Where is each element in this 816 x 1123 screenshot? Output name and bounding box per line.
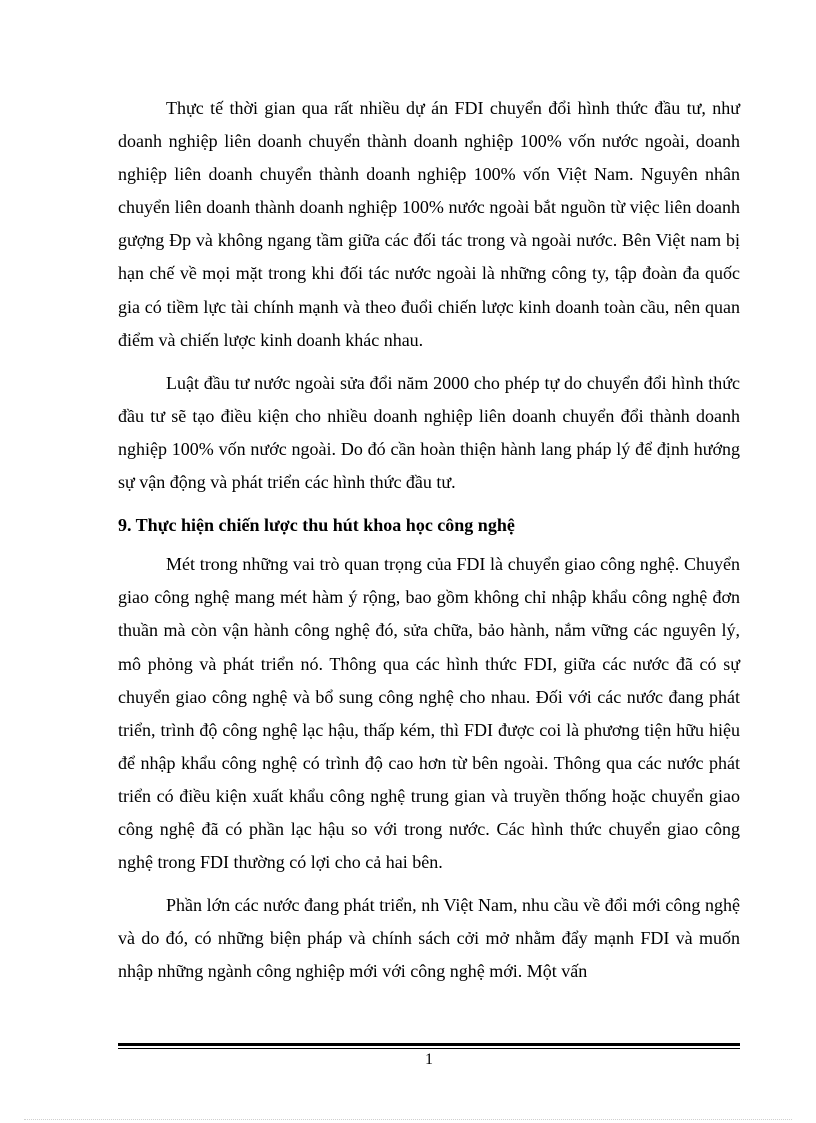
document-body [118,92,740,998]
paragraph-developing-countries: Phần lớn các nước đang phát triển, nh Việt Nam, nhu cầu về đổi mới công nghệ và do đó, có những biện pháp và chính sách cởi mở nhằm đẩy mạnh FDI và muốn nhập những ngành công nghiệp mới với công nghệ mới. Một vấn [118,895,740,982]
page-bottom-border [24,1119,792,1120]
page-number: 1 [425,1051,433,1068]
paragraph-investment-law: Luật đầu tư nước ngoài sửa đổi năm 2000 cho phép tự do chuyển đổi hình thức đầu tư sẽ tạo điều kiện cho nhiều doanh nghiệp liên doanh chuyển đổi thành doanh nghiệp 100% vốn nước ngoài. Do đó cần hoàn thiện hành lang pháp lý để định hướng sự vận động và phát triển các hình thức đầu tư. [118,372,740,493]
footer-rule-thick [118,1043,740,1046]
footer-rule-thin [118,1048,740,1049]
section-heading: 9. Thực hiện chiến lược thu hút khoa học công nghệ [118,515,515,536]
paragraph-fdi-conversion: Thực tế thời gian qua rất nhiều dự án FDI chuyển đổi hình thức đầu tư, như doanh nghiệp liên doanh chuyển thành doanh nghiệp 100% vốn nước ngoài, doanh nghiệp liên doanh chuyển thành doanh nghiệp 100% vốn Việt Nam. Nguyên nhân chuyển liên doanh thành doanh nghiệp 100% nước ngoài bắt nguồn từ việc liên doanh gượng Ðp và không ngang tầm giữa các đối tác trong và ngoài nước. Bên Việt nam bị hạn chế về mọi mặt trong khi đối tác nước ngoài là những công ty, tập đoàn đa quốc gia có tiềm lực tài chính mạnh và theo đuổi chiến lược kinh doanh toàn cầu, nên quan điểm và chiến lược kinh doanh khác nhau. [118,98,740,350]
paragraph-technology-transfer: Mét trong những vai trò quan trọng của FDI là chuyển giao công nghệ. Chuyển giao công nghệ mang mét hàm ý rộng, bao gồm không chỉ nhập khẩu công nghệ đơn thuần mà còn vận hành công nghệ đó, sửa chữa, bảo hành, nắm vững các nguyên lý, mô phỏng và phát triển nó. Thông qua các hình thức FDI, giữa các nước đã có sự chuyển giao công nghệ và bổ sung công nghệ cho nhau. Đối với các nước đang phát triển, trình độ công nghệ lạc hậu, thấp kém, thì FDI được coi là phương tiện hữu hiệu để nhập khẩu công nghệ có trình độ cao hơn từ bên ngoài. Thông qua các nước phát triển có điều kiện xuất khẩu công nghệ trung gian và truyền thống hoặc chuyển giao công nghệ đã có phần lạc hậu so với trong nước. Các hình thức chuyển giao công nghệ trong FDI thường có lợi cho cả hai bên. [118,554,740,873]
